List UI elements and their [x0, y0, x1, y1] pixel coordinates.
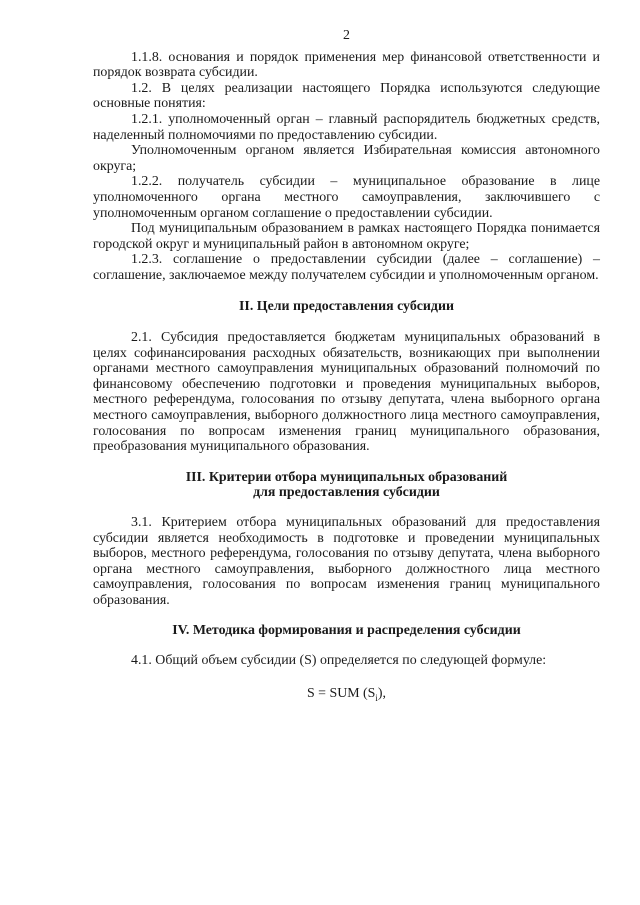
paragraph: 1.2.2. получатель субсидии – муниципальное образование в лице уполномоченного органа местного самоуправления, заключившего с уполномоченным органом соглашение о предоставлении субсидии. — [93, 174, 600, 221]
paragraph: 1.2. В целях реализации настоящего Порядка используются следующие основные понятия: — [93, 80, 600, 112]
section-2-paragraph: 2.1. Субсидия предоставляется бюджетам муниципальных образований в целях софинансирования расходных обязательств, возникающих при выполнении органами местного самоуправления муниципальных образований полномочий по финансовому обеспечению подготовки и проведения муниципальных выборов, местного референдума, голосования по отзыву депутата, члена выборного органа местного самоуправления, выборного должностного лица местного самоуправления, голосования по вопросам изменения границ муниципального образования, преобразования муниципального образования. — [93, 330, 600, 455]
formula-end: ), — [377, 685, 387, 701]
section-3-paragraph: 3.1. Критерием отбора муниципальных образований для предоставления субсидии является необходимость в подготовке и проведении муниципальных выборов, местного референдума, голосования по отзыву депутата, члена выборного органа местного самоуправления, выборного должностного лица местного самоуправления, голосования по вопросам изменения границ муниципального образования. — [93, 515, 600, 608]
section-3-heading — [93, 470, 600, 501]
section-4-heading: IV. Методика формирования и распределения субсидии — [172, 622, 521, 638]
document-page — [93, 28, 600, 701]
section-4-paragraph: 4.1. Общий объем субсидии (S) определяется по следующей формуле: — [131, 653, 547, 669]
page-number: 2 — [343, 28, 350, 43]
section-2-heading: II. Цели предоставления субсидии — [239, 298, 454, 314]
section-3-heading-line-2: для предоставления субсидии — [253, 485, 440, 501]
paragraph: Под муниципальным образованием в рамках настоящего Порядка понимается городской округ и муниципальный район в автономном округе; — [93, 221, 600, 252]
paragraph: 1.2.1. уполномоченный орган – главный распорядитель бюджетных средств, наделенный полномочиями по предоставлению субсидии. — [93, 111, 600, 143]
section-3-heading-line-1: III. Критерии отбора муниципальных образований — [185, 469, 508, 485]
formula-subscript: i — [375, 692, 378, 703]
paragraph: 1.2.3. соглашение о предоставлении субсидии (далее – соглашение) – соглашение, заключаемое между получателем субсидии и уполномоченным органом. — [93, 252, 600, 283]
formula — [93, 686, 600, 702]
paragraph: 1.1.8. основания и порядок применения мер финансовой ответственности и порядок возврата субсидии. — [93, 49, 600, 81]
paragraph: Уполномоченным органом является Избирательная комиссия автономного округа; — [93, 143, 600, 174]
formula-main: S = SUM (S — [306, 685, 376, 701]
intro-paragraphs — [93, 50, 600, 284]
